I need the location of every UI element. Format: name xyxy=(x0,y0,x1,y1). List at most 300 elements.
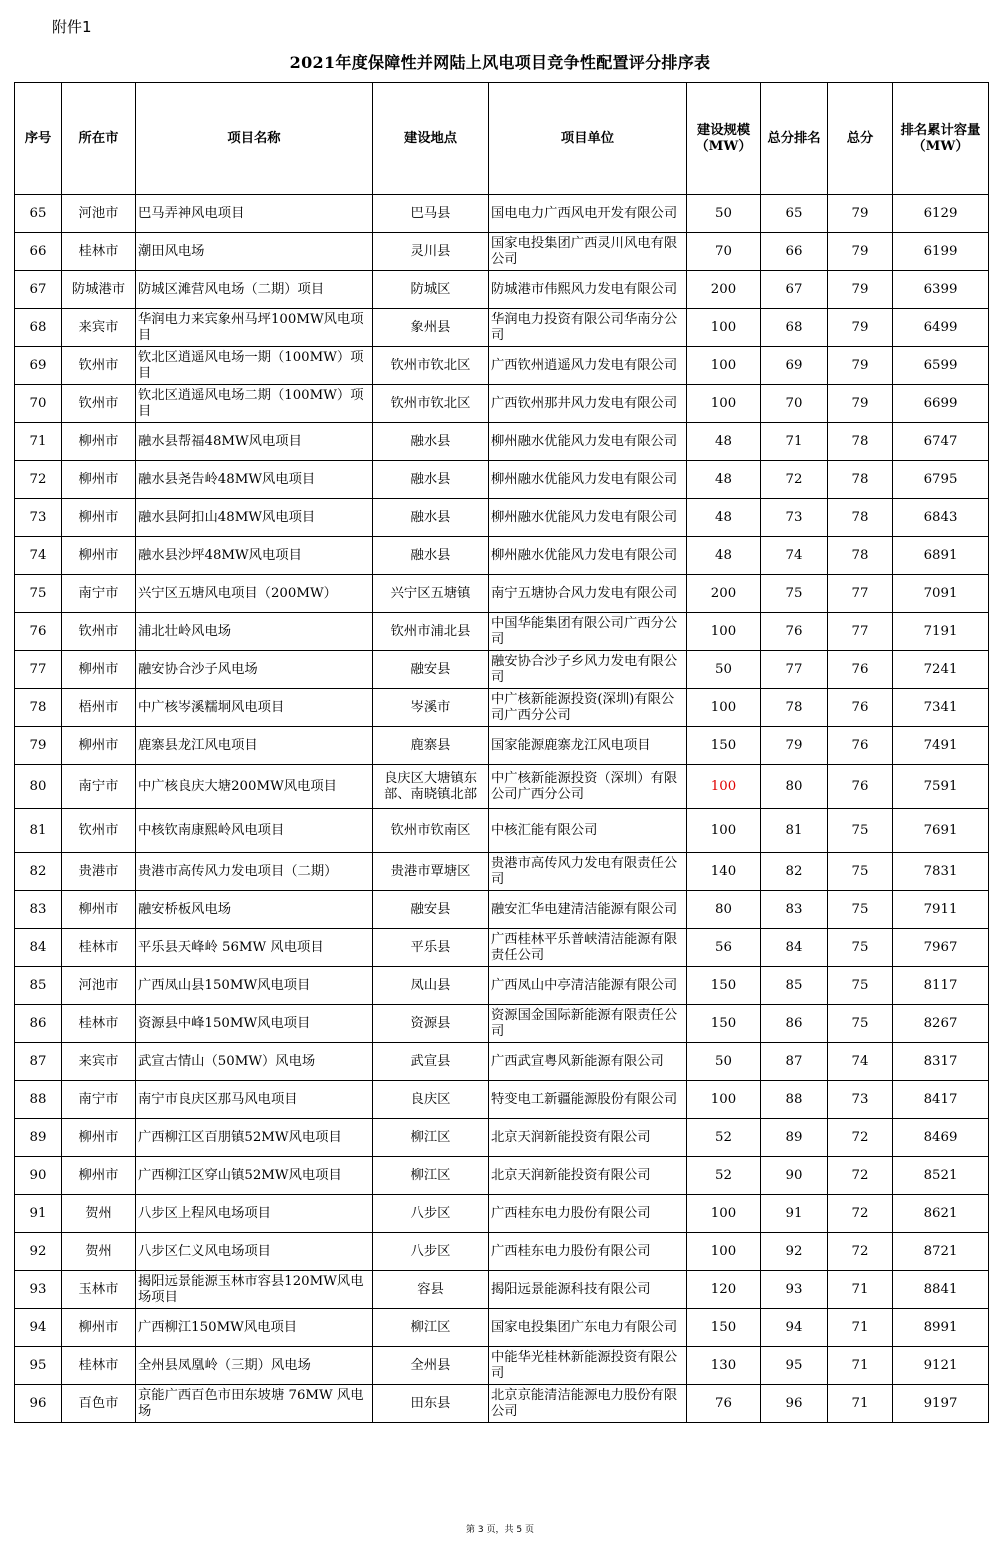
table-row xyxy=(15,1081,989,1119)
cell-score: 73 xyxy=(828,1081,893,1119)
cell-scale: 100 xyxy=(687,347,761,385)
cell-project-name: 武宣古情山（50MW）风电场 xyxy=(136,1043,373,1081)
cell-company: 广西桂东电力股份有限公司 xyxy=(489,1233,687,1271)
cell-company: 北京京能清洁能源电力股份有限公司 xyxy=(489,1385,687,1423)
cell-location: 田东县 xyxy=(373,1385,489,1423)
table-row xyxy=(15,1233,989,1271)
table-row xyxy=(15,967,989,1005)
table-row xyxy=(15,689,989,727)
cell-city: 贵港市 xyxy=(62,853,136,891)
cell-city: 来宾市 xyxy=(62,1043,136,1081)
cell-seq: 93 xyxy=(15,1271,62,1309)
cell-cumulative: 6599 xyxy=(893,347,989,385)
page-footer: 第 3 页，共 5 页 xyxy=(466,1525,534,1535)
cell-city: 桂林市 xyxy=(62,929,136,967)
table-row xyxy=(15,853,989,891)
cell-location: 平乐县 xyxy=(373,929,489,967)
cell-project-name: 潮田风电场 xyxy=(136,233,373,271)
cell-seq: 83 xyxy=(15,891,62,929)
cell-company: 资源国金国际新能源有限责任公司 xyxy=(489,1005,687,1043)
cell-rank: 77 xyxy=(761,651,828,689)
cell-seq: 92 xyxy=(15,1233,62,1271)
cell-city: 玉林市 xyxy=(62,1271,136,1309)
cell-project-name: 钦北区逍遥风电场一期（100MW）项目 xyxy=(136,347,373,385)
cell-scale: 100 xyxy=(687,385,761,423)
cell-scale: 80 xyxy=(687,891,761,929)
cell-cumulative: 6891 xyxy=(893,537,989,575)
cell-cumulative: 9197 xyxy=(893,1385,989,1423)
table-row xyxy=(15,1195,989,1233)
cell-location: 鹿寨县 xyxy=(373,727,489,765)
cell-city: 河池市 xyxy=(62,967,136,1005)
table-row xyxy=(15,1347,989,1385)
cell-rank: 74 xyxy=(761,537,828,575)
ranking-table xyxy=(14,82,989,1423)
cell-scale: 50 xyxy=(687,651,761,689)
cell-seq: 67 xyxy=(15,271,62,309)
cell-scale: 150 xyxy=(687,1309,761,1347)
table-row xyxy=(15,1005,989,1043)
cell-project-name: 广西柳江150MW风电项目 xyxy=(136,1309,373,1347)
cell-cumulative: 8721 xyxy=(893,1233,989,1271)
cell-location: 防城区 xyxy=(373,271,489,309)
cell-project-name: 融水县阿扣山48MW风电项目 xyxy=(136,499,373,537)
cell-rank: 73 xyxy=(761,499,828,537)
cell-seq: 80 xyxy=(15,765,62,809)
cell-scale: 52 xyxy=(687,1119,761,1157)
cell-cumulative: 8469 xyxy=(893,1119,989,1157)
table-row xyxy=(15,233,989,271)
cell-rank: 89 xyxy=(761,1119,828,1157)
cell-project-name: 融安桥板风电场 xyxy=(136,891,373,929)
cell-project-name: 贵港市高传风力发电项目（二期） xyxy=(136,853,373,891)
cell-scale: 100 xyxy=(687,309,761,347)
cell-rank: 81 xyxy=(761,809,828,853)
cell-seq: 91 xyxy=(15,1195,62,1233)
cell-score: 79 xyxy=(828,385,893,423)
cell-seq: 88 xyxy=(15,1081,62,1119)
table-row xyxy=(15,929,989,967)
cell-seq: 74 xyxy=(15,537,62,575)
cell-city: 柳州市 xyxy=(62,423,136,461)
table-row xyxy=(15,423,989,461)
cell-company: 中广核新能源投资（深圳）有限公司广西分公司 xyxy=(489,765,687,809)
cell-rank: 82 xyxy=(761,853,828,891)
cell-score: 72 xyxy=(828,1119,893,1157)
table-row xyxy=(15,1271,989,1309)
cell-score: 71 xyxy=(828,1309,893,1347)
cell-rank: 69 xyxy=(761,347,828,385)
cell-location: 钦州市钦北区 xyxy=(373,347,489,385)
cell-seq: 73 xyxy=(15,499,62,537)
cell-location: 良庆区大塘镇东部、南晓镇北部 xyxy=(373,765,489,809)
cell-seq: 68 xyxy=(15,309,62,347)
cell-rank: 93 xyxy=(761,1271,828,1309)
cell-location: 钦州市钦北区 xyxy=(373,385,489,423)
header-scale-line1: 建设规模 xyxy=(696,122,751,138)
cell-scale: 100 xyxy=(687,613,761,651)
header-rank: 总分排名 xyxy=(761,83,828,195)
cell-company: 广西桂东电力股份有限公司 xyxy=(489,1195,687,1233)
cell-cumulative: 8991 xyxy=(893,1309,989,1347)
cell-scale: 150 xyxy=(687,1005,761,1043)
header-score: 总分 xyxy=(828,83,893,195)
cell-company: 揭阳远景能源科技有限公司 xyxy=(489,1271,687,1309)
cell-city: 柳州市 xyxy=(62,461,136,499)
cell-project-name: 融安协合沙子风电场 xyxy=(136,651,373,689)
cell-cumulative: 6699 xyxy=(893,385,989,423)
cell-location: 灵川县 xyxy=(373,233,489,271)
cell-score: 77 xyxy=(828,575,893,613)
cell-city: 钦州市 xyxy=(62,613,136,651)
cell-seq: 76 xyxy=(15,613,62,651)
cell-project-name: 中广核岑溪糯垌风电项目 xyxy=(136,689,373,727)
table-row xyxy=(15,1119,989,1157)
cell-seq: 78 xyxy=(15,689,62,727)
cell-company: 国家电投集团广东电力有限公司 xyxy=(489,1309,687,1347)
table-row xyxy=(15,271,989,309)
cell-scale: 120 xyxy=(687,1271,761,1309)
cell-cumulative: 8621 xyxy=(893,1195,989,1233)
cell-cumulative: 8841 xyxy=(893,1271,989,1309)
cell-score: 71 xyxy=(828,1347,893,1385)
cell-company: 贵港市高传风力发电有限责任公司 xyxy=(489,853,687,891)
cell-score: 71 xyxy=(828,1385,893,1423)
cell-score: 72 xyxy=(828,1233,893,1271)
cell-city: 南宁市 xyxy=(62,575,136,613)
cell-cumulative: 7831 xyxy=(893,853,989,891)
cell-company: 柳州融水优能风力发电有限公司 xyxy=(489,423,687,461)
cell-rank: 70 xyxy=(761,385,828,423)
cell-location: 八步区 xyxy=(373,1195,489,1233)
cell-project-name: 巴马弄神风电项目 xyxy=(136,195,373,233)
cell-company: 融安协合沙子乡风力发电有限公司 xyxy=(489,651,687,689)
cell-scale: 70 xyxy=(687,233,761,271)
cell-seq: 94 xyxy=(15,1309,62,1347)
cell-city: 钦州市 xyxy=(62,809,136,853)
cell-rank: 85 xyxy=(761,967,828,1005)
cell-scale: 50 xyxy=(687,195,761,233)
cell-company: 国家能源鹿寨龙江风电项目 xyxy=(489,727,687,765)
cell-project-name: 防城区滩营风电场（二期）项目 xyxy=(136,271,373,309)
cell-scale: 48 xyxy=(687,461,761,499)
cell-seq: 85 xyxy=(15,967,62,1005)
cell-rank: 86 xyxy=(761,1005,828,1043)
cell-score: 76 xyxy=(828,651,893,689)
header-cumulative xyxy=(893,83,989,195)
cell-rank: 80 xyxy=(761,765,828,809)
cell-location: 巴马县 xyxy=(373,195,489,233)
cell-cumulative: 6129 xyxy=(893,195,989,233)
cell-company: 广西钦州逍遥风力发电有限公司 xyxy=(489,347,687,385)
cell-score: 76 xyxy=(828,727,893,765)
cell-location: 钦州市钦南区 xyxy=(373,809,489,853)
table-row xyxy=(15,809,989,853)
cell-company: 柳州融水优能风力发电有限公司 xyxy=(489,461,687,499)
cell-seq: 96 xyxy=(15,1385,62,1423)
cell-scale: 100 xyxy=(687,809,761,853)
document-title: 2021年度保障性并网陆上风电项目竞争性配置评分排序表 xyxy=(289,53,711,72)
cell-location: 融安县 xyxy=(373,651,489,689)
cell-cumulative: 7491 xyxy=(893,727,989,765)
cell-cumulative: 7091 xyxy=(893,575,989,613)
cell-rank: 87 xyxy=(761,1043,828,1081)
cell-rank: 96 xyxy=(761,1385,828,1423)
cell-city: 贺州 xyxy=(62,1233,136,1271)
cell-scale: 48 xyxy=(687,499,761,537)
cell-cumulative: 7911 xyxy=(893,891,989,929)
table-row xyxy=(15,727,989,765)
cell-location: 武宣县 xyxy=(373,1043,489,1081)
cell-cumulative: 9121 xyxy=(893,1347,989,1385)
cell-score: 77 xyxy=(828,613,893,651)
cell-scale: 100 xyxy=(687,765,761,809)
cell-rank: 95 xyxy=(761,1347,828,1385)
cell-scale: 100 xyxy=(687,689,761,727)
cell-company: 中能华光桂林新能源投资有限公司 xyxy=(489,1347,687,1385)
cell-rank: 88 xyxy=(761,1081,828,1119)
cell-city: 钦州市 xyxy=(62,347,136,385)
cell-seq: 65 xyxy=(15,195,62,233)
table-row xyxy=(15,461,989,499)
cell-cumulative: 7967 xyxy=(893,929,989,967)
cell-project-name: 中核钦南康熙岭风电项目 xyxy=(136,809,373,853)
cell-location: 融水县 xyxy=(373,423,489,461)
cell-score: 78 xyxy=(828,537,893,575)
cell-city: 来宾市 xyxy=(62,309,136,347)
cell-seq: 90 xyxy=(15,1157,62,1195)
cell-company: 广西桂林平乐普峡清洁能源有限责任公司 xyxy=(489,929,687,967)
header-name: 项目名称 xyxy=(136,83,373,195)
cell-location: 八步区 xyxy=(373,1233,489,1271)
cell-scale: 150 xyxy=(687,727,761,765)
cell-project-name: 钦北区逍遥风电场二期（100MW）项目 xyxy=(136,385,373,423)
cell-cumulative: 8521 xyxy=(893,1157,989,1195)
cell-city: 桂林市 xyxy=(62,233,136,271)
cell-scale: 200 xyxy=(687,271,761,309)
cell-city: 柳州市 xyxy=(62,499,136,537)
cell-score: 72 xyxy=(828,1195,893,1233)
header-cumulative-line1: 排名累计容量 xyxy=(900,122,981,138)
cell-project-name: 平乐县天峰岭 56MW 风电项目 xyxy=(136,929,373,967)
cell-scale: 130 xyxy=(687,1347,761,1385)
cell-location: 岑溪市 xyxy=(373,689,489,727)
cell-location: 象州县 xyxy=(373,309,489,347)
cell-project-name: 中广核良庆大塘200MW风电项目 xyxy=(136,765,373,809)
cell-score: 76 xyxy=(828,689,893,727)
cell-rank: 66 xyxy=(761,233,828,271)
cell-company: 国电电力广西风电开发有限公司 xyxy=(489,195,687,233)
table-row xyxy=(15,385,989,423)
table-row xyxy=(15,499,989,537)
cell-city: 南宁市 xyxy=(62,1081,136,1119)
cell-seq: 86 xyxy=(15,1005,62,1043)
cell-cumulative: 6795 xyxy=(893,461,989,499)
cell-cumulative: 6747 xyxy=(893,423,989,461)
cell-city: 柳州市 xyxy=(62,1309,136,1347)
cell-location: 融水县 xyxy=(373,461,489,499)
cell-cumulative: 7591 xyxy=(893,765,989,809)
cell-seq: 81 xyxy=(15,809,62,853)
cell-seq: 75 xyxy=(15,575,62,613)
cell-company: 南宁五塘协合风力发电有限公司 xyxy=(489,575,687,613)
cell-score: 79 xyxy=(828,347,893,385)
cell-seq: 84 xyxy=(15,929,62,967)
cell-project-name: 八步区上程风电场项目 xyxy=(136,1195,373,1233)
cell-location: 融安县 xyxy=(373,891,489,929)
cell-location: 融水县 xyxy=(373,499,489,537)
cell-rank: 76 xyxy=(761,613,828,651)
cell-rank: 79 xyxy=(761,727,828,765)
cell-cumulative: 7241 xyxy=(893,651,989,689)
cell-city: 柳州市 xyxy=(62,537,136,575)
table-row xyxy=(15,1157,989,1195)
cell-cumulative: 6399 xyxy=(893,271,989,309)
cell-company: 国家电投集团广西灵川风电有限公司 xyxy=(489,233,687,271)
cell-company: 华润电力投资有限公司华南分公司 xyxy=(489,309,687,347)
cell-scale: 50 xyxy=(687,1043,761,1081)
table-row xyxy=(15,1385,989,1423)
cell-scale: 56 xyxy=(687,929,761,967)
table-row xyxy=(15,651,989,689)
cell-cumulative: 7191 xyxy=(893,613,989,651)
attachment-label: 附件1 xyxy=(52,18,92,36)
cell-rank: 68 xyxy=(761,309,828,347)
cell-location: 钦州市浦北县 xyxy=(373,613,489,651)
cell-project-name: 华润电力来宾象州马坪100MW风电项目 xyxy=(136,309,373,347)
cell-cumulative: 6843 xyxy=(893,499,989,537)
table-row xyxy=(15,195,989,233)
cell-project-name: 融水县沙坪48MW风电项目 xyxy=(136,537,373,575)
cell-seq: 69 xyxy=(15,347,62,385)
cell-cumulative: 6199 xyxy=(893,233,989,271)
cell-project-name: 浦北壮岭风电场 xyxy=(136,613,373,651)
table-row xyxy=(15,765,989,809)
cell-project-name: 京能广西百色市田东坡塘 76MW 风电场 xyxy=(136,1385,373,1423)
cell-location: 融水县 xyxy=(373,537,489,575)
table-header-row xyxy=(15,83,989,195)
cell-company: 广西凤山中亭清洁能源有限公司 xyxy=(489,967,687,1005)
cell-seq: 72 xyxy=(15,461,62,499)
cell-location: 资源县 xyxy=(373,1005,489,1043)
cell-project-name: 全州县凤凰岭（三期）风电场 xyxy=(136,1347,373,1385)
cell-project-name: 广西凤山县150MW风电项目 xyxy=(136,967,373,1005)
cell-city: 贺州 xyxy=(62,1195,136,1233)
cell-seq: 71 xyxy=(15,423,62,461)
cell-score: 75 xyxy=(828,809,893,853)
cell-scale: 100 xyxy=(687,1233,761,1271)
cell-company: 北京天润新能投资有限公司 xyxy=(489,1119,687,1157)
header-company: 项目单位 xyxy=(489,83,687,195)
cell-city: 柳州市 xyxy=(62,891,136,929)
table-row xyxy=(15,613,989,651)
cell-location: 容县 xyxy=(373,1271,489,1309)
cell-scale: 200 xyxy=(687,575,761,613)
cell-project-name: 八步区仁义风电场项目 xyxy=(136,1233,373,1271)
cell-location: 柳江区 xyxy=(373,1119,489,1157)
cell-score: 75 xyxy=(828,929,893,967)
cell-scale: 100 xyxy=(687,1195,761,1233)
cell-company: 融安汇华电建清洁能源有限公司 xyxy=(489,891,687,929)
cell-city: 桂林市 xyxy=(62,1005,136,1043)
cell-project-name: 广西柳江区穿山镇52MW风电项目 xyxy=(136,1157,373,1195)
cell-cumulative: 6499 xyxy=(893,309,989,347)
cell-rank: 83 xyxy=(761,891,828,929)
cell-scale: 48 xyxy=(687,537,761,575)
cell-city: 柳州市 xyxy=(62,651,136,689)
cell-location: 贵港市覃塘区 xyxy=(373,853,489,891)
cell-rank: 78 xyxy=(761,689,828,727)
cell-company: 中国华能集团有限公司广西分公司 xyxy=(489,613,687,651)
cell-score: 72 xyxy=(828,1157,893,1195)
table-row xyxy=(15,891,989,929)
cell-company: 北京天润新能投资有限公司 xyxy=(489,1157,687,1195)
cell-rank: 72 xyxy=(761,461,828,499)
cell-city: 梧州市 xyxy=(62,689,136,727)
cell-seq: 66 xyxy=(15,233,62,271)
cell-cumulative: 8267 xyxy=(893,1005,989,1043)
cell-cumulative: 8317 xyxy=(893,1043,989,1081)
cell-scale: 52 xyxy=(687,1157,761,1195)
cell-city: 柳州市 xyxy=(62,727,136,765)
table-row xyxy=(15,347,989,385)
cell-location: 全州县 xyxy=(373,1347,489,1385)
cell-cumulative: 7341 xyxy=(893,689,989,727)
table-body xyxy=(15,195,989,1423)
cell-company: 柳州融水优能风力发电有限公司 xyxy=(489,537,687,575)
cell-seq: 70 xyxy=(15,385,62,423)
cell-score: 71 xyxy=(828,1271,893,1309)
cell-scale: 48 xyxy=(687,423,761,461)
table-row xyxy=(15,575,989,613)
cell-score: 79 xyxy=(828,195,893,233)
cell-seq: 82 xyxy=(15,853,62,891)
cell-project-name: 鹿寨县龙江风电项目 xyxy=(136,727,373,765)
cell-score: 79 xyxy=(828,309,893,347)
cell-score: 79 xyxy=(828,233,893,271)
cell-city: 柳州市 xyxy=(62,1157,136,1195)
cell-score: 78 xyxy=(828,423,893,461)
cell-project-name: 资源县中峰150MW风电项目 xyxy=(136,1005,373,1043)
cell-rank: 92 xyxy=(761,1233,828,1271)
cell-project-name: 广西柳江区百朋镇52MW风电项目 xyxy=(136,1119,373,1157)
cell-project-name: 兴宁区五塘风电项目（200MW） xyxy=(136,575,373,613)
cell-score: 79 xyxy=(828,271,893,309)
cell-seq: 77 xyxy=(15,651,62,689)
cell-scale: 76 xyxy=(687,1385,761,1423)
cell-rank: 84 xyxy=(761,929,828,967)
table-row xyxy=(15,1043,989,1081)
table-row xyxy=(15,1309,989,1347)
cell-seq: 89 xyxy=(15,1119,62,1157)
cell-project-name: 融水县帮福48MW风电项目 xyxy=(136,423,373,461)
cell-score: 78 xyxy=(828,461,893,499)
cell-score: 76 xyxy=(828,765,893,809)
cell-project-name: 揭阳远景能源玉林市容县120MW风电场项目 xyxy=(136,1271,373,1309)
cell-rank: 75 xyxy=(761,575,828,613)
cell-rank: 71 xyxy=(761,423,828,461)
cell-rank: 94 xyxy=(761,1309,828,1347)
header-location: 建设地点 xyxy=(373,83,489,195)
cell-scale: 100 xyxy=(687,1081,761,1119)
cell-score: 75 xyxy=(828,967,893,1005)
cell-score: 74 xyxy=(828,1043,893,1081)
header-seq: 序号 xyxy=(15,83,62,195)
cell-cumulative: 7691 xyxy=(893,809,989,853)
cell-rank: 91 xyxy=(761,1195,828,1233)
cell-rank: 90 xyxy=(761,1157,828,1195)
header-scale-line2: （MW） xyxy=(695,138,752,154)
